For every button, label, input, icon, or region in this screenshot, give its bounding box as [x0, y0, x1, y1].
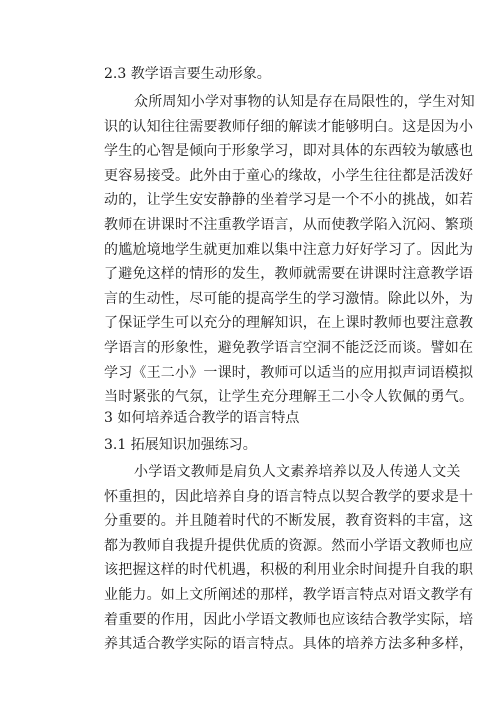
section-heading-2-3: 2.3 教学语言要生动形象。 — [104, 66, 271, 82]
paragraph-line: 了避免这样的情形的发生，教师就需要在讲课时注意教学语 — [104, 266, 474, 283]
paragraph-line: 养其适合教学实际的语言特点。具体的培养方法多种多样， — [104, 636, 474, 653]
section-heading-3-1: 3.1 拓展知识加强练习。 — [104, 437, 257, 453]
paragraph-line: 当时紧张的气氛，让学生充分理解王二小令人钦佩的勇气。 — [104, 389, 474, 406]
paragraph-line: 言的生动性，尽可能的提高学生的学习激情。除此以外，为 — [104, 290, 474, 307]
paragraph-line: 小学语文教师是肩负人文素养培养以及人传递人文关 — [134, 464, 461, 480]
paragraph-line: 众所周知小学对事物的认知是存在局限性的，学生对知 — [134, 94, 475, 110]
paragraph-line: 着重要的作用，因此小学语文教师也应该结合教学实际，培 — [104, 611, 474, 628]
paragraph-line: 更容易接受。此外由于童心的缘故，小学生往往都是活泼好 — [104, 167, 474, 184]
paragraph-line: 动的，让学生安安静静的坐着学习是一个不小的挑战，如若 — [104, 192, 474, 209]
paragraph-line: 业能力。如上文所阐述的那样，教学语言特点对语文教学有 — [104, 586, 474, 603]
paragraph-line: 怀重担的，因此培养自身的语言特点以契合教学的要求是十 — [104, 488, 474, 505]
paragraph-line: 学生的心智是倾向于形象学习，即对具体的东西较为敏感也 — [104, 143, 474, 160]
paragraph-line: 了保证学生可以充分的理解知识，在上课时教师也要注意教 — [104, 315, 474, 332]
paragraph-line: 学语言的形象性，避免教学语言空洞不能泛泛而谈。譬如在 — [104, 339, 474, 356]
paragraph-line: 学习《王二小》一课时，教师可以适当的应用拟声词语模拟 — [104, 364, 474, 381]
paragraph-3-1 — [104, 460, 474, 657]
paragraph-line: 都为教师自我提升提供优质的资源。然而小学语文教师也应 — [104, 537, 474, 554]
paragraph-line: 分重要的。并且随着时代的不断发展，教育资料的丰富，这 — [104, 513, 474, 530]
paragraph-line: 识的认知往往需要教师仔细的解读才能够明白。这是因为小 — [104, 118, 474, 135]
paragraph-line: 的尴尬境地学生就更加难以集中注意力好好学习了。因此为 — [104, 241, 474, 258]
paragraph-line: 教师在讲课时不注重教学语言，从而使教学陷入沉闷、繁琐 — [104, 216, 474, 233]
paragraph-line: 该把握这样的时代机遇，积极的利用业余时间提升自我的职 — [104, 562, 474, 579]
paragraph-2-3 — [104, 90, 475, 410]
section-heading-3: 3 如何培养适合教学的语言特点 — [104, 410, 300, 426]
